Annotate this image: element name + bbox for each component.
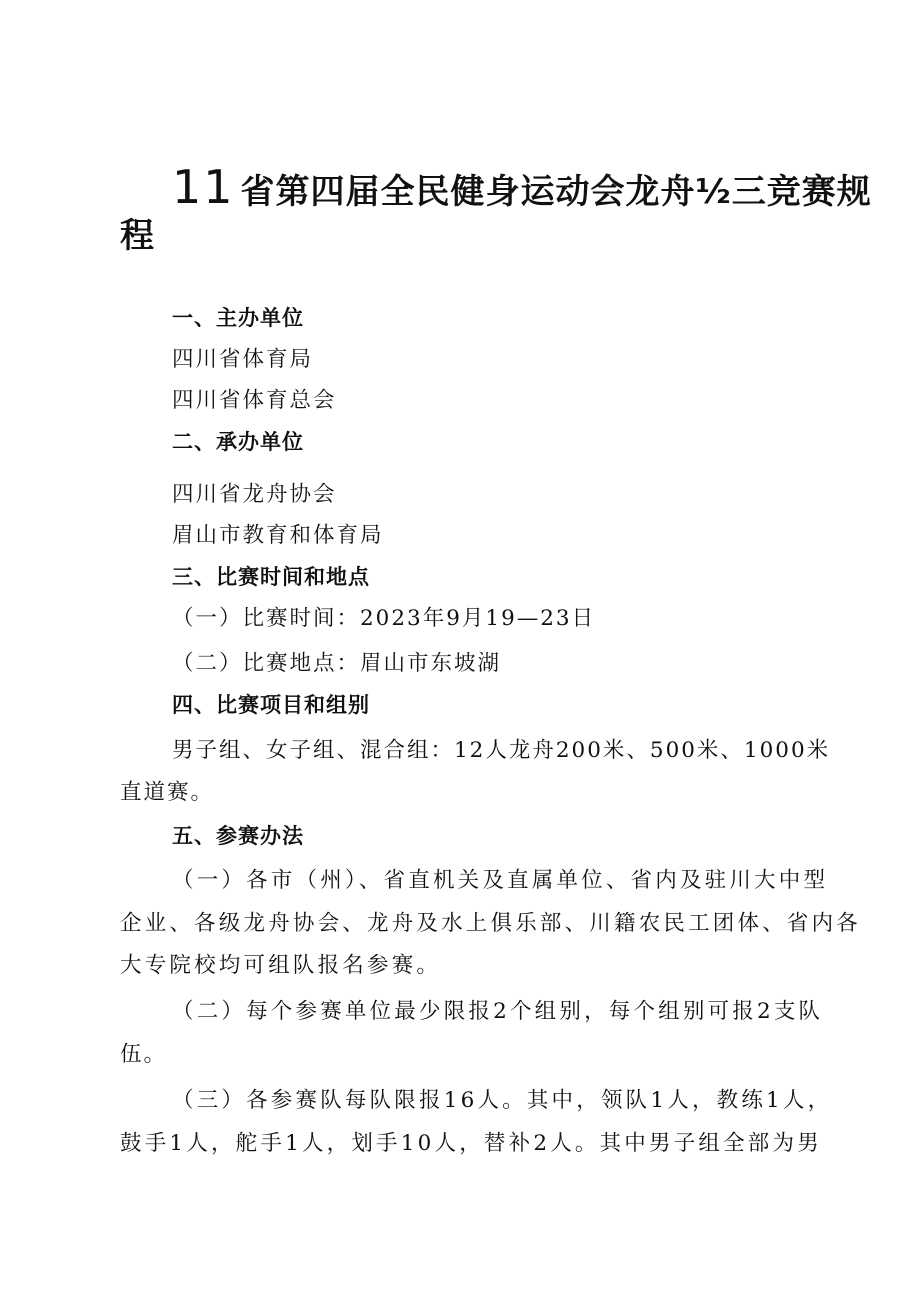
title-line-1 (172, 160, 872, 214)
paragraph-line: （二）比赛地点：眉山市东坡湖 (172, 651, 502, 676)
paragraph-line: 四川省龙舟协会 (172, 482, 337, 507)
section-heading: 二、承办单位 (172, 430, 304, 454)
title-number: 11 (172, 160, 235, 214)
paragraph-line: （一）各市（州）、省直机关及直属单位、省内及驻川大中型 (172, 868, 829, 893)
paragraph-line: 鼓手1人，舵手1人，划手10人，替补2人。其中男子组全部为男 (120, 1131, 822, 1156)
paragraph-line: 四川省体育总会 (172, 388, 337, 413)
paragraph-line: （三）各参赛队每队限报16人。其中，领队1人，教练1人， (172, 1088, 833, 1113)
paragraph-line: 眉山市教育和体育局 (172, 523, 384, 548)
section-heading: 五、参赛办法 (172, 824, 304, 848)
paragraph-line: （二）每个参赛单位最少限报2个组别，每个组别可报2支队 (172, 999, 824, 1024)
section-heading: 三、比赛时间和地点 (172, 565, 370, 589)
paragraph-line: 直道赛。 (120, 780, 215, 805)
title-line-2: 程 (120, 216, 155, 256)
paragraph-line: （一）比赛时间：2023年9月19—23日 (172, 606, 596, 631)
section-heading: 四、比赛项目和组别 (172, 693, 370, 717)
title-text: 省第四届全民健身运动会龙舟½三竞赛规 (240, 172, 872, 212)
paragraph-line: 伍。 (120, 1042, 168, 1067)
paragraph-line: 企业、各级龙舟协会、龙舟及水上俱乐部、川籍农民工团体、省内各 (120, 911, 862, 936)
paragraph-line: 大专院校均可组队报名参赛。 (120, 953, 442, 978)
section-heading: 一、主办单位 (172, 306, 304, 330)
paragraph-line: 四川省体育局 (172, 347, 314, 372)
paragraph-line: 男子组、女子组、混合组：12人龙舟200米、500米、1000米 (172, 738, 831, 763)
